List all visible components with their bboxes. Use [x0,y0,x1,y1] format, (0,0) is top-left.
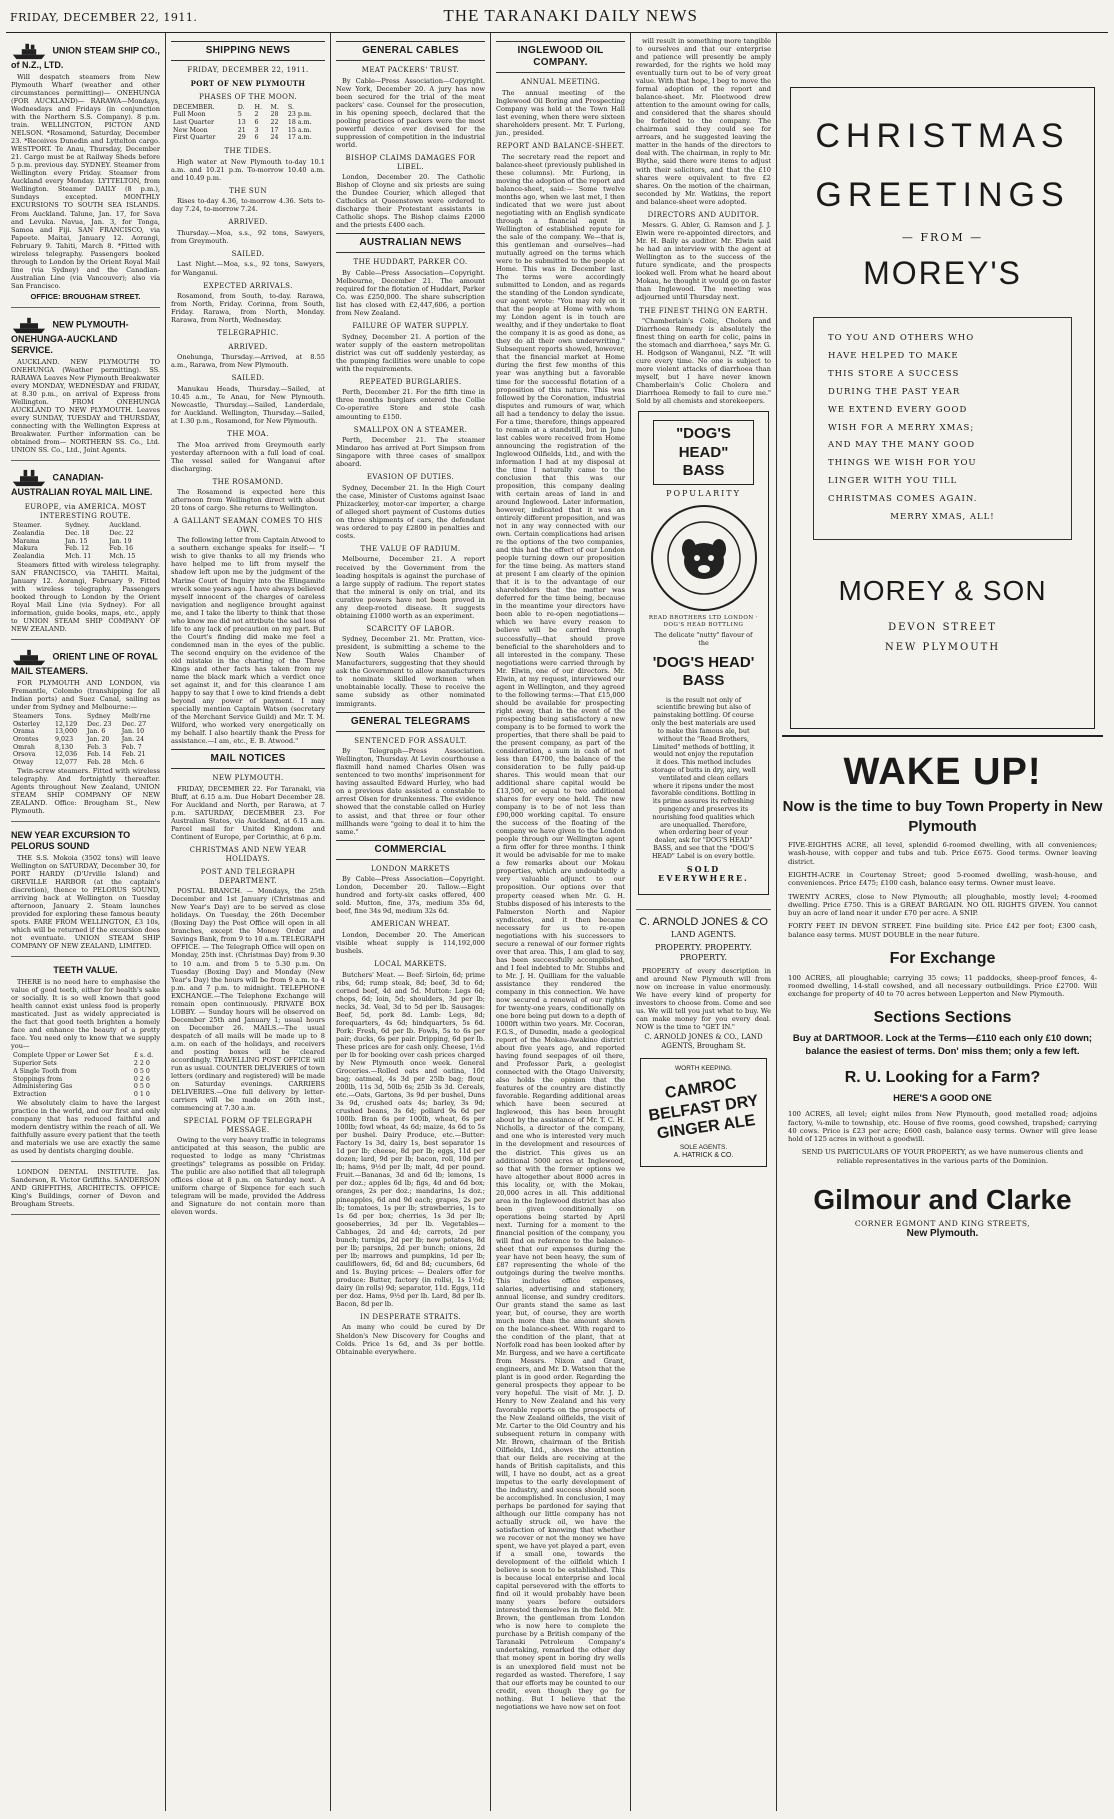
table-cell: Extraction [13,1090,47,1098]
greeting-line: THINGS WE WISH FOR YOU [828,458,977,469]
table-cell: Zealandia [13,552,45,560]
ad-body: We absolutely claim to have the largest practice in the world, and our first and only company that has reduced faithful and modern dentistry within the reach of all. We faithfully assure every patient that the teeth and materials we use are exactly the same as used by dentists charging double. [11,1098,160,1155]
steamship-icon [11,42,47,60]
greeting-line: HAVE HELPED TO MAKE [828,351,959,362]
table-cell: First Quarter [173,134,216,142]
table-cell: 24 [270,134,279,142]
columns [6,33,1108,1811]
greeting-line: DURING THE PAST YEAR [828,386,961,397]
table-cell: Makura [13,545,38,553]
dogs-head-seal-icon [649,503,759,613]
table-cell: Jan. 24 [121,736,145,744]
camroc-logo: CAMROC BELFAST DRY GINGER ALE [647,1075,760,1143]
table-cell: Feb. 3 [87,743,107,751]
table-row [11,744,160,752]
table-row [11,759,160,767]
table-cell: Feb. 28 [87,759,111,767]
column-ads-mid: will result in something more tangible to ourselves and that our enterprise and patience will presently be amply rewarded, for the rights we hold may eventually turn out to be of very great value. With that hope, I beg to move the formal adoption of the report and balance-sheet. Mr. Fleetwood drew attention to the amount owing for calls, and considered that the shares should be forfeited to the company. The chairman said they could see for arrears, and he suggested leaving the matter in the hands of the directors to deal with. The chairman, in reply to Mr. Blythe, said there were items to adjust with their solicitors, and that the £10 shares were equivalent to five £2 shares. On the motion of the chairman, seconded by Mr. Watkins, the report and balance-sheet were adopted. DIRECTORS AND AUDITOR. Messrs. G. Abler, G. Ramson and J. J. Elwin were re-appointed directors, and Mr. H. Baily as auditor. Mr. Elwin said he had an interview with the agent at Wellington as to the success of the future syndicate, and the prospects looked well. From what he heard about Mokau, he thought it would go on faster than Inglewood. The meeting was adjourned until Thursday next. THE FINEST THING ON EARTH. "Chamberlain's Colic, Cholera and Diarrhoea Remedy is absolutely the finest thing on earth for colic, pains in the stomach and diarrhoea," says Mr. G. H. Hodgson of Wanganui, N.Z. "It will cure every time. No one is subject to more violent attacks of diarrhoea than myself, but I have never known Chamberlain's Colic Cholera and Diarrhoea Remedy to fail to cure me." Sold by all chemists and storekeepers. "DOG'S HEAD" BASS POPULARITY READ BROTHERS LTD LONDON · DOG'S HEAD BOTTLING The delicate "nutty" flavour of the 'DOG'S HEAD' BASS is the result not only of scientific brewing but also of painstaking bottling. Of course only the best materials are used to make this famous ale, but without the "Read Brothers, Limited" methods of bottling, it would not enjoy the reputation it does. This method includes storage of butts in dry, airy, well ventilated and clean cellars where it ripens under the most favorable conditions. Bottling in its prime assures its refreshing pungency and preserves its nourishing food qualities which are unequalled. Therefore, when ordering beer of your dealer, ask for "DOG'S HEAD" BASS, and see that the "DOG'S HEAD" Label is on every bottle. SOLD EVERYWHERE. C. ARNOLD JONES & CO LAND AGENTS. PROPERTY. PROPERTY. PROPERTY. PROPERTY of every description in and around New Plymouth will from now on increase in value enormously. We have every kind of property for investors to choose from. Come and see us. We will tell you just what to buy. We can make money for you every deal. NOW is the time to "GET IN." C. ARNOLD JONES & CO., LAND AGENTS, Brougham St. WORTH KEEPING. CAMROC BELFAST DRY GINGER ALE SOLE AGENTS. A. HATRICK & CO. [631,33,777,1811]
column-display-ads [777,33,1108,1811]
sailing-table [11,522,160,560]
article-body: The secretary read the report and balance-sheet (previously published in these columns). Mr. Furlong, in moving the adoption of the report and balance-sheet, said:— Some twelve months ago, when we last met, I then indicated that we were just about negotiating with an English syndicate through a financial agent in Wellington of established repute for the sale of the company. We—that is, this gentleman and ourselves—had mutually agreed on the terms which were to be submitted to the people at Home. This was in December last. The terms were accordingly submitted to London, and as regards the standing of the London syndicate, our agent wrote: "You may rely on it that the people at Home with whom my London agent is in touch are wealthy, and if they undertake to float the company it is as good as done, as they do all their own underwriting." Subsequent reports showed, however, that the financial market at Home during the first few months of this year was anything but a favorable time for the successful flotation of a proposition of this nature. This was followed by the Coronation, industrial disputes and rumours of war, which all had a tendency to delay the issue. For a time, therefore, things appeared to remain at a standstill, but in June last cables were received from Home announcing the registration of the Inglewood Oilfields, Ltd., and with the information I had at my disposal at the time I naturally came to the conclusion that this was our proposition, this company dealing with certain areas of land in and around Inglewood. Later information, however, indicated that it was an entirely different proposition, and was not in any way connected with our own. Certain complications had arisen re the options of the two companies, and this had the effect of our London people turning down our proposition for the time being. As matters stand at present I am clearly of the opinion that it is to the advantage of our shareholders that the matter was deferred for the time being, because in the meantime your directors have been able to re-open negotiations—which we have every reason to believe will be carried through successfully—that should prove beneficial to the shareholders and to all interested in the company. These negotiations were carried through by Mr. Elwin, one of our directors. Mr. Elwin, at my request, interviewed our agent in Wellington, and they agreed to the following terms:—That £15,000 should be available for prospecting right away, that in the event of the prospecting being satisfactory a new company is to be formed to work the properties, that there shall be paid to the present company, as part of the consideration, a sum in cash of not less than £4700, the balance of the consideration to be fully paid-up shares. This would mean that our additional share capital would be £13,500, or equal to two additional shares for every one held. The new company is to be of not less than £90,000 working capital. To ensure the success of the floating of the company we have given to the London people through our Wellington agent a firm offer for three months. I think it would be advisable for me to make a few remarks about our Mokau properties, which are undoubtedly a very valuable adjunct to our proposition. Our options over that property ceased when Mr. G. H. Stubbs disposed of his interests to the Palmerston North and Napier syndicates, and it then became necessary for us to re-open negotiations with his successors to secure a renewal of our former rights over that area. This, I am glad to say, has been successfully accomplished, and I feel indebted to Mr. Stubbs and to Mr. J. H. Quilliam for the valuable assistance they rendered the company in this connection. We have now secured a renewal of our rights for twenty-one years, conditionally on one bore being put down to a depth of 1000ft within two years. Mr. Cocoran, F.G.S., of Dunedin, made a geological report of the Mokau-Awakino district about five years ago, and reported having found seepages of oil there, and Professor Park, a geologist connected with the Otago University, also holds the opinion that the features of the country are distinctly favorable. Regarding additional areas which have been secured at Inglewood, this has been brought about by the assistance of Mr. T. C. H. Nicholls, a director of the company, and one who is interested very much in the development and resources of the district. This gives us an additional 5000 acres at Inglewood, so that with the former options we have altogether about 8000 acres in this locality, or, with the Mokau, 20,000 acres in all. This additional area in the Inglewood district has also been given conditionally on operations being started by April next. Turning for a moment to the financial position of the company, you will find on reference to the balance-sheet that our expenses during the year have not been heavy, the sum of £87 representing the whole of the outgoings during the twelve months. This includes office expenses, salaries, advertising and stationery, annual license, and sundry creditors. Our grants stand the same as last year, but, of course, they are worth much more than the amount shown on the balance-sheet. With regard to the condition of the plant, that at Norfolk road has been looked after by Mr. Burgess, and we have a certificate from Messrs. Nixon and Grant, engineers, and Mr. D. Watson that the plant is in good order. Regarding the general prospects they appear to be very hopeful. The visit of Mr. J. D. Henry to New Zealand and his very favorable reports on the prospects of the New Zealand oilfields, the visit of Mr. Carter to the Old Country and his subsequent return in company with Mr. Brown, chairman of the British Oilfields, Ltd., shows the attention that our fields are receiving at the hands of British capitalists, and this will, I have no doubt, act as a great impetus to the early development of the industry, and success should soon be accomplished. In conclusion, I may perhaps be pardoned for saying that although our little company has not actually struck oil, we have the satisfaction of knowing that whether we recover or not the money we have spent, we have yet played a part, even if a small one, towards the development of the oilfield which I believe is soon to be established. This is because local enterprise and local capital persevered with the efforts to find oil it would probably have been many years before outsiders interested themselves in the field. Mr. Brown, the gentleman from London who is now here to complete the purchase by a British company of the Taranaki Petroleum Company's undertaking, remarked the other day that money spent in boring dry wells is an unexplored field must not be regarded as wasted. Therefore, I say that our efforts may be counted to our credit, even though they go for nothing. But I believe that the negotiations we have now set on foot [496,152,625,1711]
greeting-line: CHRISTMAS COMES AGAIN. [828,493,978,504]
table-cell: Sydney. [65,522,90,530]
table-row [11,545,160,553]
table-row [11,1076,160,1084]
article-body: POSTAL BRANCH. — Mondays, the 25th December and 1st January (Christmas and New Year's Day) are to be served as close holidays. On Tuesday, the 26th December (Boxing Day) the Post Office will open in all branches, except the Money Order and Savings Bank, from 9 to 10 a.m. TELEGRAPH OFFICE. — The Telegraph Office will open on Monday, 25th inst. (Christmas Day) from 9.30 to 10 a.m. and from 5 to 5.30 p.m. On Tuesday (Boxing Day) and Monday (New Year's Day) the hours will be from 9 a.m. to 4 p.m. and 7 p.m. to midnight. TELEPHONE EXCHANGE.—The Telephone Exchange will remain open continuously. PRIVATE BOX LOBBY. — Sunday hours will be observed on December 25th and January 1; usual hours on December 26. MAILS.—The usual despatch of all mails will be made up to 8 a.m. on each of the holidays, and receivers and posting boxes will be cleared accordingly. TRAVELLING POST OFFICE will run as usual. COUNTER DELIVERIES of town letters (ordinary and registered) will be made on Saturday evenings. CARRIERS DELIVERIES.—One full delivery by letter-carriers will be made on 26th inst., commencing at 7.30 a.m. [171,887,325,1113]
ad-teeth-value: TEETH VALUE. THERE is no need here to emphasise the value of good teeth, either for health's sake or socially. It is so well known that good health cannot exist unless food is properly masticated. Just as widely appreciated is the fact that good teeth brighten a homely face and enhance the beauty of a pretty face. You need only to know that we supply you— Complete Upper or Lower Set £ s. d. Superior Sets 2 2 0 A Single Tooth from 0 5 0 Stoppings from 0 2 6 Administering Gas 0 5 0 Extraction 0 1 0 We absolutely claim to have the largest practice in the world, and our first and only company that has reduced faithful and modern dentistry within the reach of all. We faithfully assure every patient that the teeth and materials we use are exactly the same as used by dentists charging double. [11,960,160,1162]
table-row [171,104,325,112]
table-row [11,736,160,744]
table-cell: DECEMBER. [173,103,215,111]
table-cell: Orsova [13,751,36,759]
ad-camroc-ginger-ale: WORTH KEEPING. CAMROC BELFAST DRY GINGER ALE SOLE AGENTS. A. HATRICK & CO. [640,1058,767,1167]
table-cell: Superior Sets [13,1060,57,1068]
table-row [11,1091,160,1099]
ad-gilmour-clarke: WAKE UP! Now is the time to buy Town Property in New Plymouth FIVE-EIGHTHS ACRE, all level, splendid 6-roomed dwelling, with all conveniences; wash-house, with copper and tubs and tub. Price £675. Good terms. Owner leaving district. EIGHTH-ACRE in Courtenay Street; good 5-roomed dwelling, wash-house, and conveniences. Price £475; £100 cash, balance easy terms. Owner must leave. TWENTY ACRES, close to New Plymouth; all ploughable, mostly level; 4-roomed dwelling. Price £750. This is a GREAT BARGAIN. NO OIL RIGHTS GIVEN. You cannot buy an acre of land near it under £70 per acre. A SNIP. FORTY FEET IN DEVON STREET. Fine building site. Price £42 per foot; £300 cash, balance easy terms. MUST DOUBLE in the near future. For Exchange 100 ACRES, all ploughable; carrying 35 cows; 11 paddocks, sheep-proof fences, 4-roomed dwelling, 14-stall cowshed, and all necessary outbuildings. Price £2700. Will exchange for property of 40 to 70 acres between Lepperton and New Plymouth. Sections Sections Buy at DARTMOOR. Lock at the Terms—£110 each only £10 down; balance the easiest of terms. Don' miss them; only a few left. R. U. Looking for a Farm? HERE'S A GOOD ONE 100 ACRES, all level; eight miles from New Plymouth, good metalled road; adjoins factory, ¼-mile to township, etc. House of five rooms, good cowshed, trapshed; carrying 40 cows. Price is £23 per acre; £600 cash, balance easy terms. Owner will give lease hold of 125 acres in without a goodwill. SEND US PARTICULARS OF YOUR PROPERTY, as we have numerous clients and reliable representatives in the various parts of the Dominion. Gilmour and Clarke CORNER EGMONT AND KING STREETS, New Plymouth. [782,735,1103,1241]
steamship-icon [11,316,47,334]
table-row [171,134,325,142]
table-cell: 22 [270,119,279,127]
table-cell: 13 [237,119,246,127]
table-row [11,1083,160,1091]
table-cell: Jan. 19 [109,537,132,545]
table-cell: Tons. [55,713,72,721]
table-cell: Feb. 12 [65,545,89,553]
greeting-line: LINGER WITH YOU TILL [828,476,958,487]
table-cell: Jan. 6 [87,728,106,736]
table-row [11,713,160,721]
table-cell: Steamers [13,713,44,721]
table-cell: M. [270,103,279,111]
table-row [11,553,160,561]
table-cell: 6 [254,119,259,127]
ad-body: AUCKLAND. NEW PLYMOUTH TO ONEHUNGA (Weather permitting). SS. RARAWA Leaves New Plymouth Breakwater every MONDAY, WEDNESDAY and FRIDAY, at 8.30 p.m., on arrival of Express from Wellington. FROM ONEHUNGA AUCKLAND TO NEW PLYMOUTH. Leaves every SUNDAY, TUESDAY and THURSDAY, connecting with the Wellington Express at Breakwater. Further information can be obtained from— NORTHERN SS. Co., Ltd. UNION SS. Co., Ltd., Joint Agents. [11,357,160,455]
table-cell: 29 [237,134,246,142]
table-cell: Dec. 27 [121,720,147,728]
ad-office: OFFICE: BROUGHAM STREET. [30,291,141,301]
steamship-icon [11,469,47,487]
table-cell: Mch. 15 [109,552,136,560]
table-cell: Feb. 21 [121,751,146,759]
greeting-line: WISH FOR A MERRY XMAS; [828,422,975,433]
article-body: Owing to the very heavy traffic in telegrams anticipated at this season, the public are requested to lodge as many "Christmas greetings" telegrams as possible on Friday. The public are also notified that all telegraph offices close at 8 p.m. on Saturday next. A uniform charge of Sixpence for each such telegram will be made, provided the Address and Signature do not contain more than eleven words. [171,1136,325,1217]
table-cell: 28 [270,111,279,119]
table-cell: 21 [237,126,246,134]
table-cell: Marama [13,537,40,545]
ad-orient-line: ORIENT LINE OF ROYAL MAIL STEAMERS. FOR PLYMOUTH AND LONDON, via Fremantle, Colombo (transhipping for all Indian ports) and Suez Canal, sailing as under from Sydney and Melbourne:— Steamers Tons. Sydney Melb'rne Osterley 12,129 Dec. 23 Dec. 27 Orama 13,000 Jan. 6 Jan. 10 Orontes 9,023 Jan. 20 Jan. 24 Omrah 8,130 Feb. 3 Feb. 7 Orsova 12,036 Feb. 14 Feb. 21 Otway 12,077 Feb. 28 Mch. 6 Twin-screw steamers. Fitted with wireless telegraphy. And fortnightly thereafter. Agents throughout New Zealand, UNION STEAM SHIP COMPANY OF NEW ZEALAND. Office: Brougham St., New Plymouth. [11,643,160,822]
table-row [11,522,160,530]
table-row [171,119,325,127]
ad-arnold-jones: C. ARNOLD JONES & CO LAND AGENTS. PROPERTY. PROPERTY. PROPERTY. PROPERTY of every description in and around New Plymouth will from now on increase in value enormously. We have every kind of property for investors to choose from. Come and see us. We will tell you just what to buy. We can make money for you every deal. NOW is the time to "GET IN." C. ARNOLD JONES & CO., LAND AGENTS, Brougham St. [636,909,771,1050]
morey-and-son: MOREY & SON [838,574,1047,606]
table-cell: Orontes [13,736,39,744]
table-cell: Dec. 23 [87,720,112,728]
table-cell: 8,130 [55,743,74,751]
xmas-heading-2: GREETINGS [815,176,1070,215]
table-row [171,111,325,119]
masthead [6,4,1108,33]
table-cell: Feb. 16 [109,545,134,553]
table-cell: 12,077 [55,759,78,767]
table-cell: 17 [270,126,279,134]
seal-lettering: READ BROTHERS LTD LONDON · DOG'S HEAD BOTTLING [648,615,759,628]
table-row [11,1052,160,1060]
ad-body: Will despatch steamers from New Plymouth Wharf (weather and other circumstances permitting)— ONEHUNGA (FOR AUCKLAND)— RARAWA—Mondays, Wednesdays and Fridays (in conjunction with the Northern S.S. Company). 8 p.m. train. WELLINGTON, PICTON AND NELSON. *Rosamond, Saturday, December 23. *Receives Dunedin and Lyttelton cargo. WESTPORT. Te Anau, Thursday, December 21. Cargo must be at Railway Sheds before 5 p.m. previous day. SYDNEY. Steamer from Wellington every Friday. Steamer from Auckland every Monday. LYTTELTON, from Wellington. Steamer DAILY (8 p.m.), Sundays excepted. MONTHLY EXCURSIONS TO SOUTH SEA ISLANDS. From Auckland. Talune, Jan. 17, for Sava and Levuka. Navua, Jan. 3, for Tonga, Samoa and Fiji. SAN FRANCISCO, via Papeete. Maitai, January 12. Aorangi, February 9. Tahiti, March 8. *Fitted with wireless telegraphy. Passengers booked through to London by the Orient Royal Mail line (via Sydney) and the Canadian-Australian Line (via Vancouver); also via San Francisco. [11,72,160,290]
ad-body: LONDON DENTAL INSTITUTE. Jas. Sanderson, R. Victor Griffiths. SANDERSON AND GRIFFITHS, ARCHITECTS. OFFICE: King's Buildings, corner of Devon and Brougham Streets. [11,1167,160,1208]
table-cell: S. [287,103,294,111]
ad-subtitle: EUROPE, via AMERICA. MOST INTERESTING ROUTE. [24,503,147,520]
table-cell: 2 2 0 [133,1060,150,1068]
article-body: will result in something more tangible to ourselves and that our enterprise and patience will presently be amply rewarded, for the rights we hold may eventually turn out to be of very great value. With that hope, I beg to move the formal adoption of the report and balance-sheet. Mr. Fleetwood drew attention to the amount owing for calls, and considered that the shares should be forfeited to the company. The chairman said they could see for arrears, and he suggested leaving the matter in the hands of the directors to deal with. The chairman, in reply to Mr. Blythe, said there were items to adjust with their solicitors, and that the £10 shares were equivalent to five £2 shares. On the motion of the chairman, seconded by Mr. Watkins, the report and balance-sheet were adopted. [636,37,771,206]
table-cell: Jan. 20 [87,736,110,744]
section-heading: COMMERCIAL [336,840,485,860]
section-heading: SHIPPING NEWS [171,41,325,61]
table-cell: A Single Tooth from [13,1067,77,1075]
table-cell: Administering Gas [13,1083,73,1091]
greeting-line: WE EXTEND EVERY GOOD [828,404,968,415]
sailing-table [11,713,160,767]
masthead-title: THE TARANAKI DAILY NEWS [443,6,698,25]
table-cell: 23 p.m. [287,111,312,119]
greeting-line: TO YOU AND OTHERS WHO [828,333,975,344]
ad-dogs-head-bass: "DOG'S HEAD" BASS POPULARITY READ BROTHERS LTD LONDON · DOG'S HEAD BOTTLING The delicate "nutty" flavour of the 'DOG'S HEAD' BASS is the result not only of scientific brewing but also of painstaking bottling. Of course only the best materials are used to make this famous ale, but without the "Read Brothers, Limited" methods of bottling, it would not enjoy the reputation it does. This method includes storage of butts in dry, airy, well ventilated and clean cellars where it ripens under the most favorable conditions. Bottling in its prime assures its refreshing pungency and preserves its nourishing food qualities which are unequalled. Therefore, when ordering beer of your dealer, ask for "DOG'S HEAD" BASS, and see that the "DOG'S HEAD" Label is on every bottle. SOLD EVERYWHERE. [638,411,769,895]
ad-northern-service: NEW PLYMOUTH-ONEHUNGA-AUCKLAND SERVICE. AUCKLAND. NEW PLYMOUTH TO ONEHUNGA (Weather permitting). SS. RARAWA Leaves New Plymouth Breakwater every MONDAY, WEDNESDAY and FRIDAY, at 8.30 p.m., on arrival of Express from Wellington. FROM ONEHUNGA AUCKLAND TO NEW PLYMOUTH. Leaves every SUNDAY, TUESDAY and THURSDAY, connecting with the Wellington Express at Breakwater. Further information can be obtained from— NORTHERN SS. Co., Ltd. UNION SS. Co., Ltd., Joint Agents. [11,311,160,461]
ad-union-steam [11,37,160,308]
table-cell: 0 5 0 [133,1083,150,1091]
table-cell: Zealandia [13,529,45,537]
column-cables: GENERAL CABLES MEAT PACKERS' TRUST. By Cable—Press Association—Copyright. New York, December 20. A jury has now been secured for the trial of the meat packers' case. Counsel for the prosecution, in his opening speech, declared that the pooling practices of packers were the most powerful device ever devised for the suppression of competition in the industrial world. BISHOP CLAIMS DAMAGES FOR LIBEL. London, December 20. The Catholic Bishop of Cloyne and six priests are suing the Dundee Courier, which alleged that Catholics at Queenstown were ordered to discharge their Protestant assistants in Catholic shops. The Bishop claims £2000 and the priests £400 each. AUSTRALIAN NEWS THE HUDDART, PARKER CO. By Cable—Press Association—Copyright. Melbourne, December 21. The amount required for the flotation of Huddart, Parker Co. was £250,000. The share subscription list has closed with £2,447,606, a portion from New Zealand. FAILURE OF WATER SUPPLY. Sydney, December 21. A portion of the water supply of the eastern metropolitan district was cut off suddenly yesterday, as the pumping facilities were unable to cope with the requirements. REPEATED BURGLARIES. Perth, December 21. For the fifth time in three months burglars entered the Collie Co-operative Store and stole cash amounting to £150. SMALLPOX ON A STEAMER. Perth, December 21. The steamer Mindaroo has arrived at Port Simpson from Singapore with three cases of smallpox aboard. EVASION OF DUTIES. Sydney, December 21. In the High Court the case, Minister of Customs against Isaac Phizackerley, motor-car importer, a charge of alleged short payment of Customs duties on three shipments of cars, the defendant was ordered to pay £2800 in penalties and costs. THE VALUE OF RADIUM. Melbourne, December 21. A report received by the Government from the leading hospitals is against the purchase of a large supply of radium. The report states that the mineral is only on trial, and its curative powers have not been proved in any deep-rooted disease. It suggests obtaining £1000 worth as an experiment. SCARCITY OF LABOR. Sydney, December 21. Mr. Pratten, vice-president, is submitting a scheme to the New South Wales Chamber of Manufacturers, suggesting that they should ask the Government to allow manufacturers to nominate skilled workmen when unobtainable locally. These to receive the same subsidy as other nominated immigrants. GENERAL TELEGRAMS SENTENCED FOR ASSAULT. By Telegraph—Press Association. Wellington, Thursday. At Levin courthouse a flaxmill hand named Charles Olsen was sentenced to two months' imprisonment for having assaulted Edward Hurley, who had on a previous date assisted a constable to arrest Olsen for drunkenness. The evidence showed that the constable called on Hurley to assist, and that three or four other millhands were "going to deal it to him the same." COMMERCIAL LONDON MARKETS By Cable—Press Association—Copyright. London, December 20. Tallow.—Eight hundred and forty-six casks offered, 400 sold. Mutton, fine, 37s, medium 35s 6d, beef, fine 34s 9d, medium 32s 6d. AMERICAN WHEAT. London, December 20. The American visible wheat supply is 114,192,000 bushels. LOCAL MARKETS. Butchers' Meat. — Beef: Sirloin, 6d; prime ribs, 6d; rump steak, 8d; beef, 3d to 6d; corned beef, 4d and 5d. Mutton: Legs 6d; chops, 6d; loin, 5d; shoulders, 3d per lb; necks, 3d. Veal, 3d to 5d per lb. Sausages: Beef, 5d, pork 8d. Lamb: Legs, 8d; forequarters, 4s 6d; hindquarters, 5s 6d. Pork: Fresh, 6d per lb. Fowls, 5s to 6s per pair; ducks, 6s per pair. Dripping, 6d per lb. These prices are for cash only. Cheese, 1½d per lb for booking over cash prices charged by New Plymouth once week. General Groceries.—Rolled oats and oatina, 10d bag; oatmeal, 4s 3d per 25lb bag; flour, 200lb, 11s 3d, 50lb 6s; 25lb 3s 3d. Cereals, etc.—Oats, Gartons, 3s 9d per bushel, Duns 3s 9d, crushed oats 4s; barley, 3s 9d; crushed beans, 3s 6d; pollard 9s 6d per 100lb. Bran 6s per 100lb, wheat, 6s per 100lb; fowl wheat, 4s 6d; maize, 4s 6d to 5s per bushel. Dairy Produce, etc.—Butter: Factory 1s 3d, dairy 1s, best separator 1s 1d per lb; cheese, 8d per lb; eggs, 11d per dozen; lard, 9d per lb; bacon, roll, 10d per lb; hams, 9½d per lb; malt, 4d per pound. Fruit.—Bananas, 3d and 6d lb; lemons, 1s per doz.; apples 6d lb; figs, 4d and 6d box; oranges, 2s per doz.; mandarins, 1s doz.; pineapples, 6d and 9d each; grapes, 2s per lb; tomatoes, 1s per lb; strawberries, 1s to 1s 6d per box; cherries, 1s 3d per lb; gooseberries, 3d per lb. Vegetables—Cabbages, 2d and 4d; carrots, 2d per bunch; turnips, 2d per lb; new potatoes, 8d per lb; parsnips, 2d per bunch; onions, 2d per lb; marrows and pumpkins, 1d per lb; cauliflowers, 6d, 6d and 8d; cucumbers, 6d and 1s. Buying prices: — Dealers offer for produce: Butter, factory (in rolls), 1s 1½d; dairy (in rolls) 9d; separator, 11d. Eggs, 11d per doz. Hams, 9½d per lb. Lard, 8d per lb. Bacon, 8d per lb. IN DESPERATE STRAITS. An many who could be cured by Dr Sheldon's New Discovery for Coughs and Colds. Price 1s 6d, and 3s per bottle. Obtainable everywhere. [331,33,491,1811]
ad-dental-architects [11,1165,160,1215]
ad-body: Steamers fitted with wireless telegraphy. SAN FRANCISCO, via TAHITI. Maitai, January 12. Aorangi, February 9. Fitted with wireless telegraphy. Passengers booked through to London by the Orient Royal Mail Line (via Sydney). For all information, guide books, maps, etc., apply to UNION STEAM SHIP COMPANY OF NEW ZEALAND. [11,560,160,633]
column-shipping-ads [6,33,166,1811]
table-cell: Melb'rne [121,713,151,721]
steamship-icon [11,648,47,666]
table-cell: 15 a.m. [287,126,312,134]
table-row [11,751,160,759]
table-cell: Osterley [13,720,40,728]
section-heading: GENERAL TELEGRAMS [336,712,485,732]
column-oil-company: INGLEWOOD OIL COMPANY. ANNUAL MEETING. The annual meeting of the Inglewood Oil Boring and Prospecting Company was held at the Town Hall last evening, when there were sixteen shareholders present. Mr. T. Furlong, jun., presided. REPORT AND BALANCE-SHEET. The secretary read the report and balance-sheet (previously published in these columns). Mr. Furlong, in moving the adoption of the report and balance-sheet, said:— Some twelve months ago, when we last met, I then indicated that we were just about negotiating with an English syndicate through a financial agent in Wellington of established repute for the sale of the company. We—that is, this gentleman and ourselves—had mutually agreed on the terms which were to be submitted to the people at Home. This was in December last. The terms were accordingly submitted to London, and as regards the standing of the London syndicate, our agent wrote: "You may rely on it that the people at Home with whom my London agent is in touch are wealthy, and if they undertake to float the company it is as good as done, as they do all their own underwriting." Subsequent reports showed, however, that the financial market at Home during the first few months of this year was anything but a favorable time for the successful flotation of a proposition of this nature. This was followed by the Coronation, industrial disputes and rumours of war, which all had a tendency to delay the issue. For a time, therefore, things appeared to remain at a standstill, but in June last cables were received from Home announcing the registration of the Inglewood Oilfields, Ltd., and with the information I had at my disposal at the time I naturally came to the conclusion that this was our proposition, this company dealing with certain areas of land in and around Inglewood. Later information, however, indicated that it was an entirely different proposition, and was not in any way connected with our own. Certain complications had arisen re the options of the two companies, and this had the effect of our London people turning down our proposition for the time being. As matters stand at present I am clearly of the opinion that it is to the advantage of our shareholders that the matter was deferred for the time being, because in the meantime your directors have been able to re-open negotiations—which we have every reason to believe will be carried through successfully—that should prove beneficial to the shareholders and to all interested in the company. These negotiations were carried through by Mr. Elwin, one of our directors. Mr. Elwin, at my request, interviewed our agent in Wellington, and they agreed to the following terms:—That £15,000 should be available for prospecting right away, that in the event of the prospecting being satisfactory a new company is to be formed to work the properties, that there shall be paid to the present company, as part of the consideration, a sum in cash of not less than £4700, the balance of the consideration to be fully paid-up shares. This would mean that our additional share capital would be £13,500, or equal to two additional shares for every one held. The new company is to be of not less than £90,000 working capital. To ensure the success of the floating of the company we have given to the London people through our Wellington agent a firm offer for three months. I think it would be advisable for me to make a few remarks about our Mokau properties, which are undoubtedly a very valuable adjunct to our proposition. Our options over that property ceased when Mr. G. H. Stubbs disposed of his interests to the Palmerston North and Napier syndicates, and it then became necessary for us to re-open negotiations with his successors to secure a renewal of our former rights over that area. This, I am glad to say, has been successfully accomplished, and I feel indebted to Mr. Stubbs and to Mr. J. H. Quilliam for the valuable assistance they rendered the company in this connection. We have now secured a renewal of our rights for twenty-one years, conditionally on one bore being put down to a depth of 1000ft within two years. Mr. Cocoran, F.G.S., of Dunedin, made a geological report of the Mokau-Awakino district about five years ago, and reported having found seepages of oil there, and Professor Park, a geologist connected with the Otago University, also holds the opinion that the features of the country are distinctly favorable. Regarding additional areas which have been secured at Inglewood, this has been brought about by the assistance of Mr. T. C. H. Nicholls, a director of the company, and one who is interested very much in the development and resources of the district. This gives us an additional 5000 acres at Inglewood, so that with the former options we have altogether about 8000 acres in this locality, or, with the Mokau, 20,000 acres in all. This additional area in the Inglewood district has also been given conditionally on operations being started by April next. Turning for a moment to the financial position of the company, you will find on reference to the balance-sheet that our expenses during the year have not been heavy, the sum of £87 representing the whole of the outgoings during the twelve months. This includes office expenses, salaries, advertising and stationery, annual license, and sundry creditors. Our grants stand the same as last year, but, of course, they are worth much more than the amount shown on the balance-sheet. With regard to the condition of the plant, that at Norfolk road has been looked after by Mr. Burgess, and we have a certificate from Messrs. Nixon and Grant, engineers, and Mr. D. Watson that the plant is in good order. Regarding the general prospects they appear to be very hopeful. The visit of Mr. J. D. Henry to New Zealand and his very favorable reports on the prospects of the New Zealand oilfields, the visit of Mr. Carter to the Old Country and his subsequent return in company with Mr. Brown, chairman of the British Oilfields, Ltd., shows the attention that our fields are receiving at the hands of British capitalists, and this will, I have no doubt, act as a great impetus to the early development of the industry, and success should soon be accomplished. In conclusion, I may perhaps be pardoned for saying that although our little company has not actually struck oil, we have the satisfaction of knowing that whether we recover or not the money we have spent, we have yet played a part, even if a small one, towards the development of the oilfield which I believe is soon to be established. This is because local enterprise and local capital persevered with the efforts to find oil it would probably have been many years before outsiders interested themselves in the field. Mr. Brown, the gentleman from London who is now here to complete the purchase by a British company of the Taranaki Petroleum Company's undertaking, remarked the other day that money spent in boring dry wells is an unexplored field must not be regarded as wasted. Therefore, I say that our efforts may be counted to our credit, even though they go for nothing. But I believe that the negotiations we have now set on foot [491,33,631,1811]
table-cell: 12,129 [55,720,78,728]
table-cell: Jan. 10 [121,728,145,736]
table-cell: H. [254,103,262,111]
ad-title: UNION STEAM SHIP CO., of N.Z., LTD. [11,42,160,71]
column-shipping-news: SHIPPING NEWS FRIDAY, DECEMBER 22, 1911. PORT OF NEW PLYMOUTH PHASES OF THE MOON. DECEMBER. D. H. M. S. Full Moon 5 2 28 23 p.m. Last Quarter 13 6 22 18 a.m. New Moon 21 3 17 15 a.m. First Quarter 29 6 24 17 a.m. THE TIDES. High water at New Plymouth to-day 10.1 a.m. and 10.21 p.m. To-morrow 10.40 a.m. and 10.49 p.m. THE SUN Rises to-day 4.36, to-morrow 4.36. Sets to-day 7.24, to-morrow 7.24. ARRIVED. Thursday.—Moa, s.s., 92 tons, Sawyers, from Greymouth. SAILED. Last Night.—Moa, s.s., 92 tons, Sawyers, for Wanganui. EXPECTED ARRIVALS. Rosamond, from South, to-day. Rarawa, from North, Friday. Corinna, from South, Friday. Rarawa, from North, Monday. Rarawa, from North, Wednesday. TELEGRAPHIC. ARRIVED. Onehunga, Thursday.—Arrived, at 8.55 a.m., Rarawa, from New Plymouth. SAILED. Manukau Heads, Thursday.—Sailed, at 10.45 a.m., Te Anau, for New Plymouth. Newcastle, Thursday.—Sailed, Landerdale, for Auckland. Wellington, Thursday.—Sailed, at 1.30 p.m., Rosamond, for New Plymouth. THE MOA. The Moa arrived from Greymouth early yesterday afternoon with a full load of coal. The vessel sailed for Wanganui after discharging. THE ROSAMOND. The Rosamond is expected here this afternoon from Wellington direct with about 20 tons of cargo. She returns to Wellington. A GALLANT SEAMAN COMES TO HIS OWN. The following letter from Captain Atwood to a southern exchange speaks for itself:— "I wish to give thanks to all my friends who have helped me to lift from myself the shadow left upon me by the judgment of the Marine Court of Inquiry into the Elingamite wreck some years ago. I have always believed myself innocent of the charges of careless navigation and negligence brought against me, and I take the liberty to think that those who know me did not attribute the sad loss of life to any lack of precaution on my part. But the Court's finding did make me feel a condemned man in the eyes of the public. The second enquiry on the evidence of the old mistake in the charting of the Three Kings and other facts has taken from my name the black mark which a verdict once set against it, and for this clearance I am happy to say that I owe to kind friends a debt beyond any power of payment. I may specially mention Captain Watson (secretary of the Merchant Service Guild) and Mr. T. M. Wilford, who worked very energetically on my behalf. I also heartily thank the Press for assistance.—I am, etc., E. B. Atwood." MAIL NOTICES NEW PLYMOUTH. FRIDAY, DECEMBER 22. For Taranaki, via Bluff, at 6.15 a.m. Due Hobart December 28. For Auckland and North, per Rarawa, at 7 p.m. SATURDAY, DECEMBER 23. For Australian States, via Auckland, at 6.15 a.m. Parcel mail for United Kingdom and Continent of Europe, per Corinthic, at 6 p.m. CHRISTMAS AND NEW YEAR HOLIDAYS. POST AND TELEGRAPH DEPARTMENT. POSTAL BRANCH. — Mondays, the 25th December and 1st January (Christmas and New Year's Day) are to be served as close holidays. On Tuesday, the 26th December (Boxing Day) the Post Office will open in all branches, except the Money Order and Savings Bank, from 9 to 10 a.m. TELEGRAPH OFFICE. — The Telegraph Office will open on Monday, 25th inst. (Christmas Day) from 9.30 to 10 a.m. and from 5 to 5.30 p.m. On Tuesday (Boxing Day) and Monday (New Year's Day) the hours will be from 9 a.m. to 4 p.m. and 7 p.m. to midnight. TELEPHONE EXCHANGE.—The Telephone Exchange will remain open continuously. PRIVATE BOX LOBBY. — Sunday hours will be observed on December 25th and January 1; usual hours on December 26. MAILS.—The usual despatch of all mails will be made up to 8 a.m. on each of the holidays, and receivers and posting boxes will be cleared accordingly. TRAVELLING POST OFFICE will run as usual. COUNTER DELIVERIES of town letters (ordinary and registered) will be made on Saturday evenings. CARRIERS DELIVERIES.—One full delivery by letter-carriers will be made on 26th inst., commencing at 7.30 a.m. SPECIAL FORM OF TELEGRAPH MESSAGE. Owing to the very heavy traffic in telegrams anticipated at this season, the public are requested to lodge as many "Christmas greetings" telegrams as possible on Friday. The public are also notified that all telegraph offices close at 8 p.m. on Saturday next. A uniform charge of Sixpence for each such telegram will be made, provided the Address and Signature do not contain more than eleven words. [166,33,331,1811]
table-cell: Auckland. [109,522,142,530]
ad-new-year-excursion: NEW YEAR EXCURSION TO PELORUS SOUND THE S.S. Mokoia (3502 tons) will leave Wellington on SATURDAY, December 30, for PORT HARDY (D'Urville Island) and GREVILLE HARBOR (at the captain's discretion), thence to PELORUS SOUND, arriving back at Wellington on Tuesday afternoon, January 2. Steam launches provided for exploring these famous beauty spots. FARE FROM WELLINGTON, £3 10s, which will be returned if the excursion does not eventuate. UNION STEAM SHIP COMPANY OF NEW ZEALAND, LIMITED. [11,825,160,957]
table-row [11,721,160,729]
section-heading: INGLEWOOD OIL COMPANY. [496,41,625,73]
ad-moreys-christmas: CHRISTMAS GREETINGS — FROM — MOREY'S TO YOU AND OTHERS WHO HAVE HELPED TO MAKE THIS STORE A SUCCESS DURING THE PAST YEAR WE EXTEND EVERY GOOD WISH FOR A MERRY XMAS; AND MAY THE MANY GOOD THINGS WE WISH FOR YOU LINGER WITH YOU TILL CHRISTMAS COMES AGAIN. MERRY XMAS, ALL! MOREY & SON DEVON STREET NEW PLYMOUTH [790,87,1095,729]
table-cell: Steamer. [13,522,42,530]
table-cell: Sydney [87,713,111,721]
table-cell: Mch. 6 [121,759,144,767]
table-cell: 5 [237,111,242,119]
table-cell: 6 [254,134,259,142]
table-row [11,728,160,736]
table-cell: 0 5 0 [133,1067,150,1075]
table-cell: 0 1 0 [133,1090,150,1098]
table-cell: D. [237,103,245,111]
masthead-date: FRIDAY, DECEMBER 22, 1911. [10,11,198,24]
article-body: Butchers' Meat. — Beef: Sirloin, 6d; prime ribs, 6d; rump steak, 8d; beef, 3d to 6d; corned beef, 4d and 5d. Mutton: Legs 6d; chops, 6d; loin, 5d; shoulders, 3d per lb; necks, 3d. Veal, 3d to 5d per lb. Sausages: Beef, 5d, pork 8d. Lamb: Legs, 8d; forequarters, 4s 6d; hindquarters, 5s 6d. Pork: Fresh, 6d per lb. Fowls, 5s to 6s per pair; ducks, 6s per pair. Dripping, 6d per lb. These prices are for cash only. Cheese, 1½d per lb for booking over cash prices charged by New Plymouth once week. General Groceries.—Rolled oats and oatina, 10d bag; oatmeal, 4s 3d per 25lb bag; flour, 200lb, 11s 3d, 50lb 6s; 25lb 3s 3d. Cereals, etc.—Oats, Gartons, 3s 9d per bushel, Duns 3s 9d, crushed oats 4s; barley, 3s 9d; crushed beans, 3s 6d; pollard 9s 6d per 100lb. Bran 6s per 100lb, wheat, 6s per 100lb; fowl wheat, 4s 6d; maize, 4s 6d to 5s per bushel. Dairy Produce, etc.—Butter: Factory 1s 3d, dairy 1s, best separator 1s 1d per lb; cheese, 8d per lb; eggs, 11d per dozen; lard, 9d per lb; bacon, roll, 10d per lb; hams, 9½d per lb; malt, 4d per pound. Fruit.—Bananas, 3d and 6d lb; lemons, 1s per doz.; apples 6d lb; figs, 4d and 6d box; oranges, 2s per doz.; mandarins, 1s doz.; pineapples, 6d and 9d each; grapes, 2s per lb; tomatoes, 1s per lb; strawberries, 1s to 1s 6d per box; cherries, 1s 3d per lb; gooseberries, 3d per lb. Vegetables—Cabbages, 2d and 4d; carrots, 2d per bunch; turnips, 2d per lb; new potatoes, 8d per lb; parsnips, 2d per bunch; onions, 2d per lb; marrows and pumpkins, 1d per lb; cauliflowers, 6d, 6d and 8d; cucumbers, 6d and 1s. Buying prices: — Dealers offer for produce: Butter, factory (in rolls), 1s 1½d; dairy (in rolls) 9d; separator, 11d. Eggs, 11d per doz. Hams, 9½d per lb. Lard, 8d per lb. Bacon, 8d per lb. [336,970,485,1308]
xmas-heading-1: CHRISTMAS [815,117,1070,155]
moreys-name: MOREY'S [863,255,1022,292]
ad-body: THERE is no need here to emphasise the value of good teeth, either for health's sake or socially. It is so well known that good health cannot exist unless food is properly masticated. Just as widely appreciated is the fact that good teeth brighten a homely face and enhance the beauty of a pretty face. You need only to know that we supply you— [11,978,160,1051]
ad-canadian-australian: CANADIAN-AUSTRALIAN ROYAL MAIL LINE. EUROPE, via AMERICA. MOST INTERESTING ROUTE. Steamer. Sydney. Auckland. Zealandia Dec. 18 Dec. 22 Marama Jan. 15 Jan. 19 Makura Feb. 12 Feb. 16 Zealandia Mch. 11 Mch. 15 Steamers fitted with wireless telegraphy. SAN FRANCISCO, via TAHITI. Maitai, January 12. Aorangi, February 9. Fitted with wireless telegraphy. Passengers booked through to London by the Orient Royal Mail Line (via Sydney). For all information, guide books, maps, etc., apply to UNION STEAM SHIP COMPANY OF NEW ZEALAND. [11,464,160,640]
table-cell: Complete Upper or Lower Set [13,1052,110,1060]
table-cell: Orama [13,728,35,736]
section-heading: GENERAL CABLES [336,41,485,61]
table-row [11,538,160,546]
table-cell: 13,000 [55,728,78,736]
bass-brand: "DOG'S HEAD" BASS [653,420,754,485]
price-table [11,1052,160,1098]
greeting-line: THIS STORE A SUCCESS [828,369,960,380]
table-row [11,1068,160,1076]
table-cell: Feb. 14 [87,751,111,759]
table-cell: Dec. 22 [109,529,134,537]
section-heading: AUSTRALIAN NEWS [336,233,485,253]
gilmour-clarke-name: Gilmour and Clarke [813,1183,1072,1215]
table-row [171,127,325,135]
table-cell: 17 a.m. [287,134,312,142]
wake-up-heading: WAKE UP! [843,750,1042,793]
greeting-box: TO YOU AND OTHERS WHO HAVE HELPED TO MAKE THIS STORE A SUCCESS DURING THE PAST YEAR WE EXTEND EVERY GOOD WISH FOR A MERRY XMAS; AND MAY THE MANY GOOD THINGS WE WISH FOR YOU LINGER WITH YOU TILL CHRISTMAS COMES AGAIN. MERRY XMAS, ALL! [813,317,1072,539]
table-cell: Full Moon [173,111,206,119]
table-cell: 3 [254,126,259,134]
table-cell: 9,023 [55,736,74,744]
table-cell: Jan. 15 [65,537,88,545]
ad-body: FOR PLYMOUTH AND LONDON, via Fremantle, Colombo (transhipping for all Indian ports) and Suez Canal, sailing as under from Sydney and Melbourne:— [11,678,160,711]
table-cell: 18 a.m. [287,119,312,127]
table-row [11,1060,160,1068]
table-cell: Mch. 11 [65,552,92,560]
table-cell: 12,036 [55,751,78,759]
table-cell: Otway [13,759,34,767]
table-cell: Feb. 7 [121,743,142,751]
moon-phases-table [171,104,325,142]
greeting-line: AND MAY THE MANY GOOD [828,440,976,451]
table-cell: 0 2 6 [133,1075,150,1083]
table-cell: Stoppings from [13,1075,63,1083]
article-body: The following letter from Captain Atwood to a southern exchange speaks for itself:— "I wish to give thanks to all my friends who have helped me to lift from myself the shadow left upon me by the judgment of the Marine Court of Inquiry into the Elingamite wreck some years ago. I have always believed myself innocent of the charges of careless navigation and negligence brought against me, and I take the liberty to think that those who know me did not attribute the sad loss of life to any lack of precaution on my part. But the Court's finding did make me feel a condemned man in the eyes of the public. The second enquiry on the evidence of the old mistake in the charting of the Three Kings and other facts has taken from my name the black mark which a verdict once set against it, and for this clearance I am happy to say that I owe to kind friends a debt beyond any power of payment. I may specially mention Captain Watson (secretary of the Merchant Service Guild) and Mr. T. M. Wilford, who worked very energetically on my behalf. I also heartily thank the Press for assistance.—I am, etc., E. B. Atwood." [171,536,325,746]
table-cell: Omrah [13,743,35,751]
table-cell: Dec. 18 [65,529,90,537]
table-cell: £ s. d. [133,1052,154,1060]
table-cell: 2 [254,111,259,119]
table-row [11,530,160,538]
section-heading: MAIL NOTICES [171,749,325,769]
ad-body: THE S.S. Mokoia (3502 tons) will leave Wellington on SATURDAY, December 30, for PORT HARDY (D'Urville Island) and GREVILLE HARBOR (at the captain's discretion), thence to PELORUS SOUND, arriving back at Wellington on Tuesday afternoon, January 2. Steam launches provided for exploring these famous beauty spots. FARE FROM WELLINGTON, £3 10s, which will be returned if the excursion does not eventuate. UNION STEAM SHIP COMPANY OF NEW ZEALAND, LIMITED. [11,853,160,951]
ad-body: Twin-screw steamers. Fitted with wireless telegraphy. And fortnightly thereafter. Agents throughout New Zealand, UNION STEAM SHIP COMPANY OF NEW ZEALAND. Office: Brougham St., New Plymouth. [11,766,160,815]
table-cell: New Moon [173,126,208,134]
table-cell: Last Quarter [173,119,214,127]
